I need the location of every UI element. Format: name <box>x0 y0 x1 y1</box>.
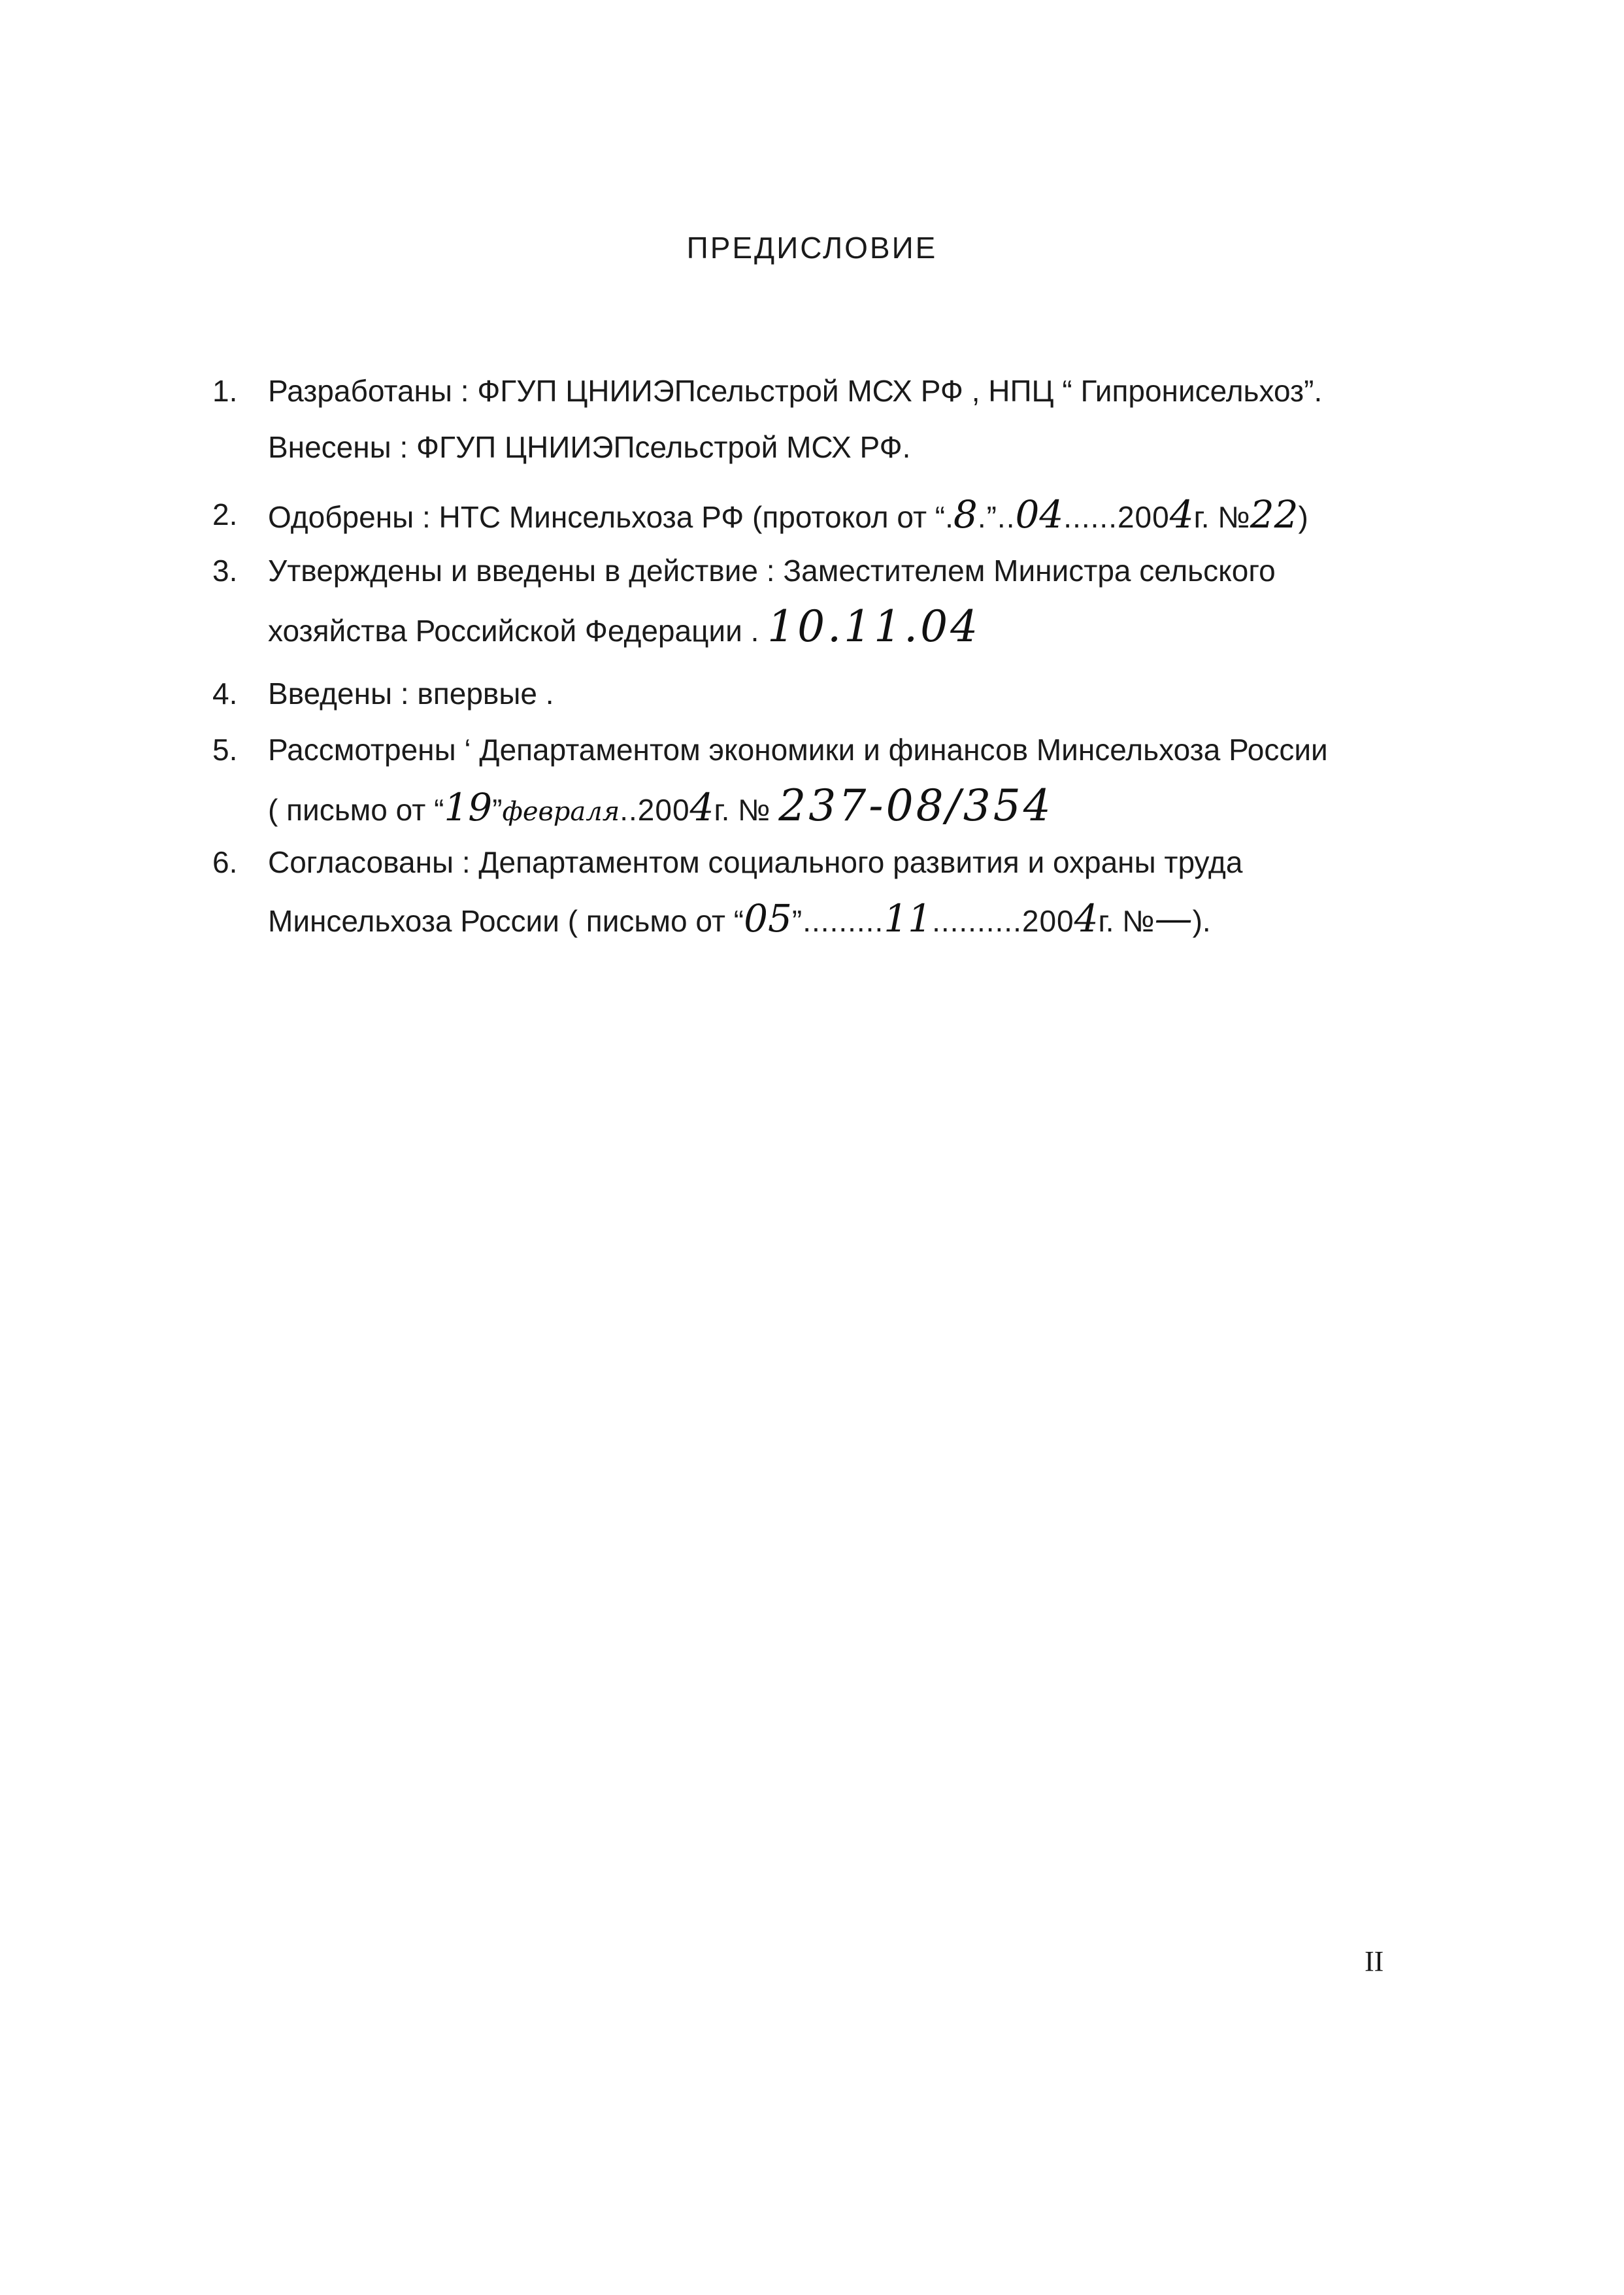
item-text: Разработаны : ФГУП ЦНИИЭПсельстрой МСХ РФ , НПЦ “ Гипронисельхоз”. <box>268 374 1323 408</box>
handwritten-number: — <box>1154 896 1193 941</box>
handwritten-year: 4 <box>1074 896 1099 941</box>
item-number: 6. <box>212 845 238 879</box>
item-text: Согласованы : Департаментом социального развития и охраны труда <box>268 845 1243 879</box>
text-fragment: ..200 <box>620 793 690 827</box>
text-fragment: ( письмо от “ <box>268 793 444 827</box>
handwritten-year: 4 <box>689 785 714 829</box>
text-fragment: ) <box>1298 500 1308 534</box>
text-fragment: Минсельхоза России ( письмо от “ <box>268 904 744 938</box>
handwritten-day: 05 <box>744 896 792 941</box>
text-fragment: ). <box>1192 904 1211 938</box>
handwritten-day: 19 <box>444 785 493 829</box>
item-number: 3. <box>212 554 238 588</box>
handwritten-month: 11 <box>884 896 933 941</box>
handwritten-number: 22 <box>1250 492 1299 537</box>
text-fragment: хозяйства Российской Федерации . <box>268 614 759 648</box>
item-number: 5. <box>212 733 238 767</box>
text-fragment: г. № <box>1193 500 1250 534</box>
item-number: 4. <box>212 677 238 711</box>
item-text: Введены : впервые . <box>268 677 554 711</box>
item-text: Рассмотрены ‘ Департаментом экономики и финансов Минсельхоза России <box>268 733 1328 767</box>
text-fragment: ..........200 <box>932 904 1074 938</box>
handwritten-number: 237-08/354 <box>778 780 1053 831</box>
page-title: ПРЕДИСЛОВИЕ <box>686 231 938 265</box>
text-fragment: Одобрены : НТС Минсельхоза РФ (протокол от “. <box>268 500 953 534</box>
text-fragment: ......200 <box>1063 500 1170 534</box>
text-fragment: ” <box>492 793 503 827</box>
handwritten-month: 04 <box>1015 492 1064 537</box>
item-number: 2. <box>212 497 238 531</box>
item-text <box>268 890 1211 949</box>
item-text: Внесены : ФГУП ЦНИИЭПсельстрой МСХ РФ. <box>268 430 911 464</box>
text-fragment: г. № <box>1098 904 1155 938</box>
item-number: 1. <box>212 374 238 408</box>
item-text <box>268 486 1308 545</box>
handwritten-day: 8 <box>953 492 978 537</box>
handwritten-date: 10.11.04 <box>767 601 981 652</box>
item-text: Утверждены и введены в действие : Заместителем Министра сельского <box>268 554 1276 588</box>
text-fragment: г. № <box>714 793 771 827</box>
page-number: II <box>1365 1945 1384 1977</box>
text-fragment: ”......... <box>791 904 884 938</box>
text-fragment: .”.. <box>977 500 1016 534</box>
item-text <box>268 599 980 659</box>
handwritten-year: 4 <box>1169 492 1194 537</box>
handwritten-month: февраля <box>502 797 620 827</box>
item-text <box>268 778 1053 840</box>
